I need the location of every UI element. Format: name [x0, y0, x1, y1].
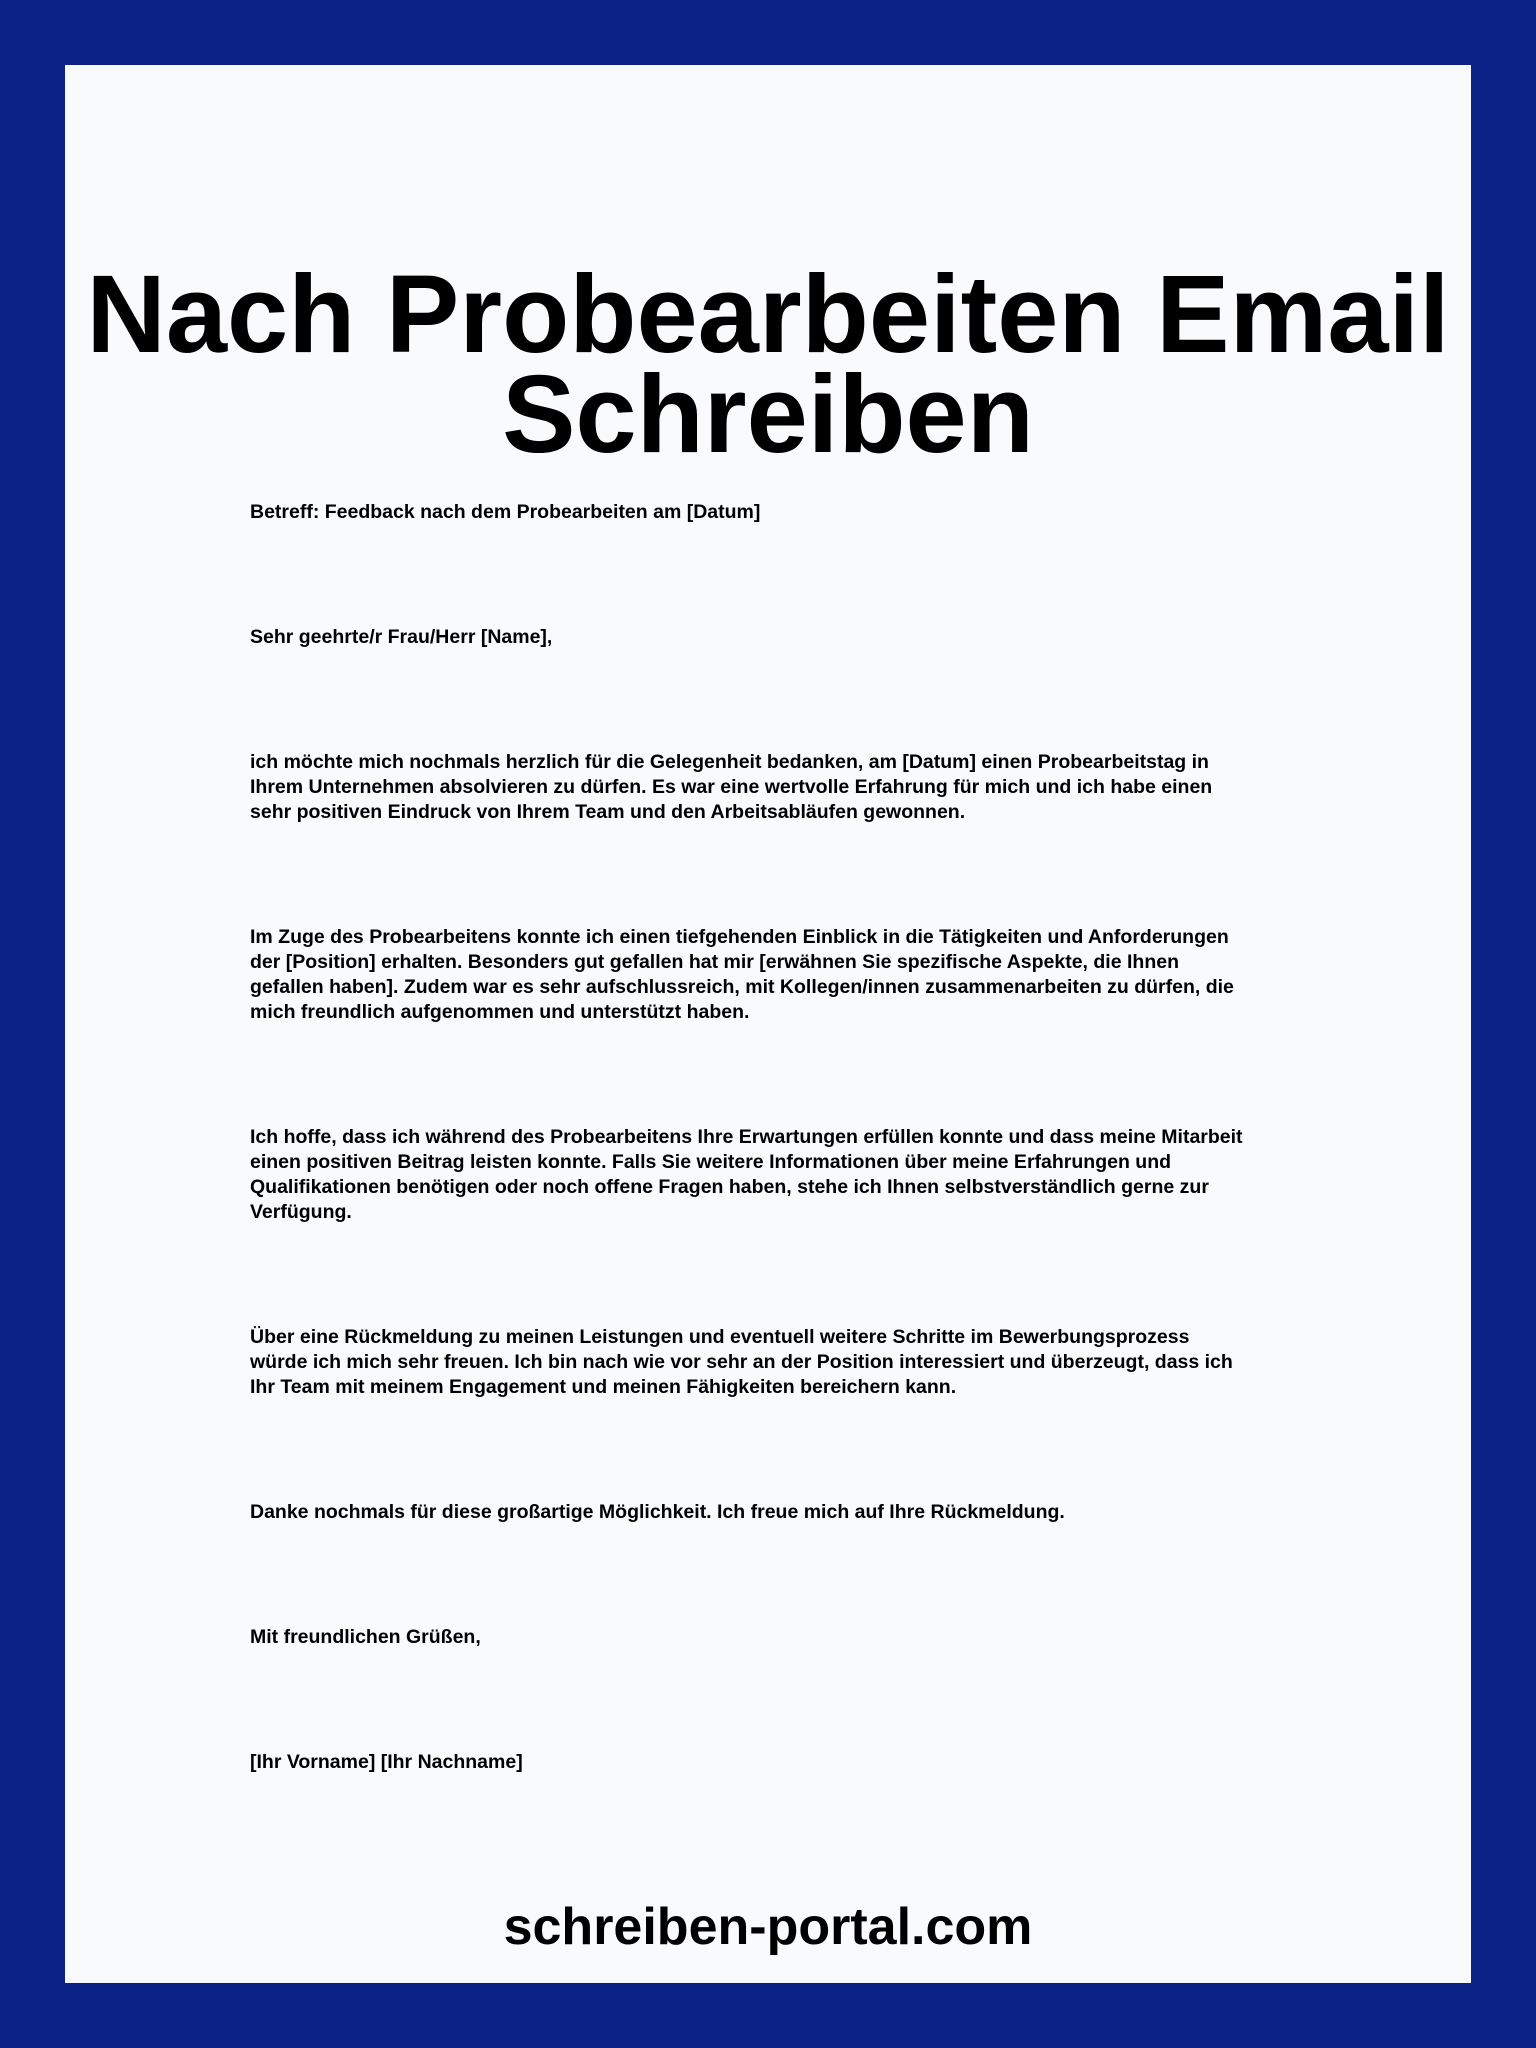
letter-signature: [Ihr Vorname] [Ihr Nachname] [250, 1751, 523, 1773]
letter-subject: Betreff: Feedback nach dem Probearbeiten am [Datum] [250, 501, 761, 523]
letter-paragraph-3: Ich hoffe, dass ich während des Probearbeitens Ihre Erwartungen erfüllen konnte und dass meine Mitarbeit einen positiven Beitrag leisten konnte. Falls Sie weitere Informationen über meine Erfahrungen und Qualifikationen benötigen oder noch offene Fragen haben, stehe ich Ihnen selbstverständlich gerne zur Verfügung. [250, 1126, 1243, 1223]
letter-paragraph-5: Danke nochmals für diese großartige Möglichkeit. Ich freue mich auf Ihre Rückmeldung. [250, 1501, 1065, 1523]
letter-salutation: Sehr geehrte/r Frau/Herr [Name], [250, 626, 553, 648]
letter-paragraph-4: Über eine Rückmeldung zu meinen Leistungen und eventuell weitere Schritte im Bewerbungsprozess würde ich mich sehr freuen. Ich bin nach wie vor sehr an der Position interessiert und überzeugt, dass ich Ihr Team mit meinem Engagement und meinen Fähigkeiten bereichern kann. [250, 1326, 1233, 1398]
letter-paragraph-1: ich möchte mich nochmals herzlich für die Gelegenheit bedanken, am [Datum] einen Probearbeitstag in Ihrem Unternehmen absolvieren zu dürfen. Es war eine wertvolle Erfahrung für mich und ich habe einen sehr positiven Eindruck von Ihrem Team und den Arbeitsabläufen gewonnen. [250, 751, 1213, 823]
letter-closing: Mit freundlichen Grüßen, [250, 1626, 481, 1648]
footer-site-name: schreiben-portal.com [503, 1898, 1033, 1956]
document-sheet [65, 65, 1471, 1983]
page-title: Nach Probearbeiten Email Schreiben [86, 253, 1450, 476]
letter-paragraph-2: Im Zuge des Probearbeitens konnte ich einen tiefgehenden Einblick in die Tätigkeiten und Anforderungen der [Position] erhalten. Besonders gut gefallen hat mir [erwähnen Sie spezifische Aspekte, die Ihnen gefallen haben]. Zudem war es sehr aufschlussreich, mit Kollegen/innen zusammenarbeiten zu dürfen, die mich freundlich aufgenommen und unterstützt haben. [250, 926, 1234, 1023]
